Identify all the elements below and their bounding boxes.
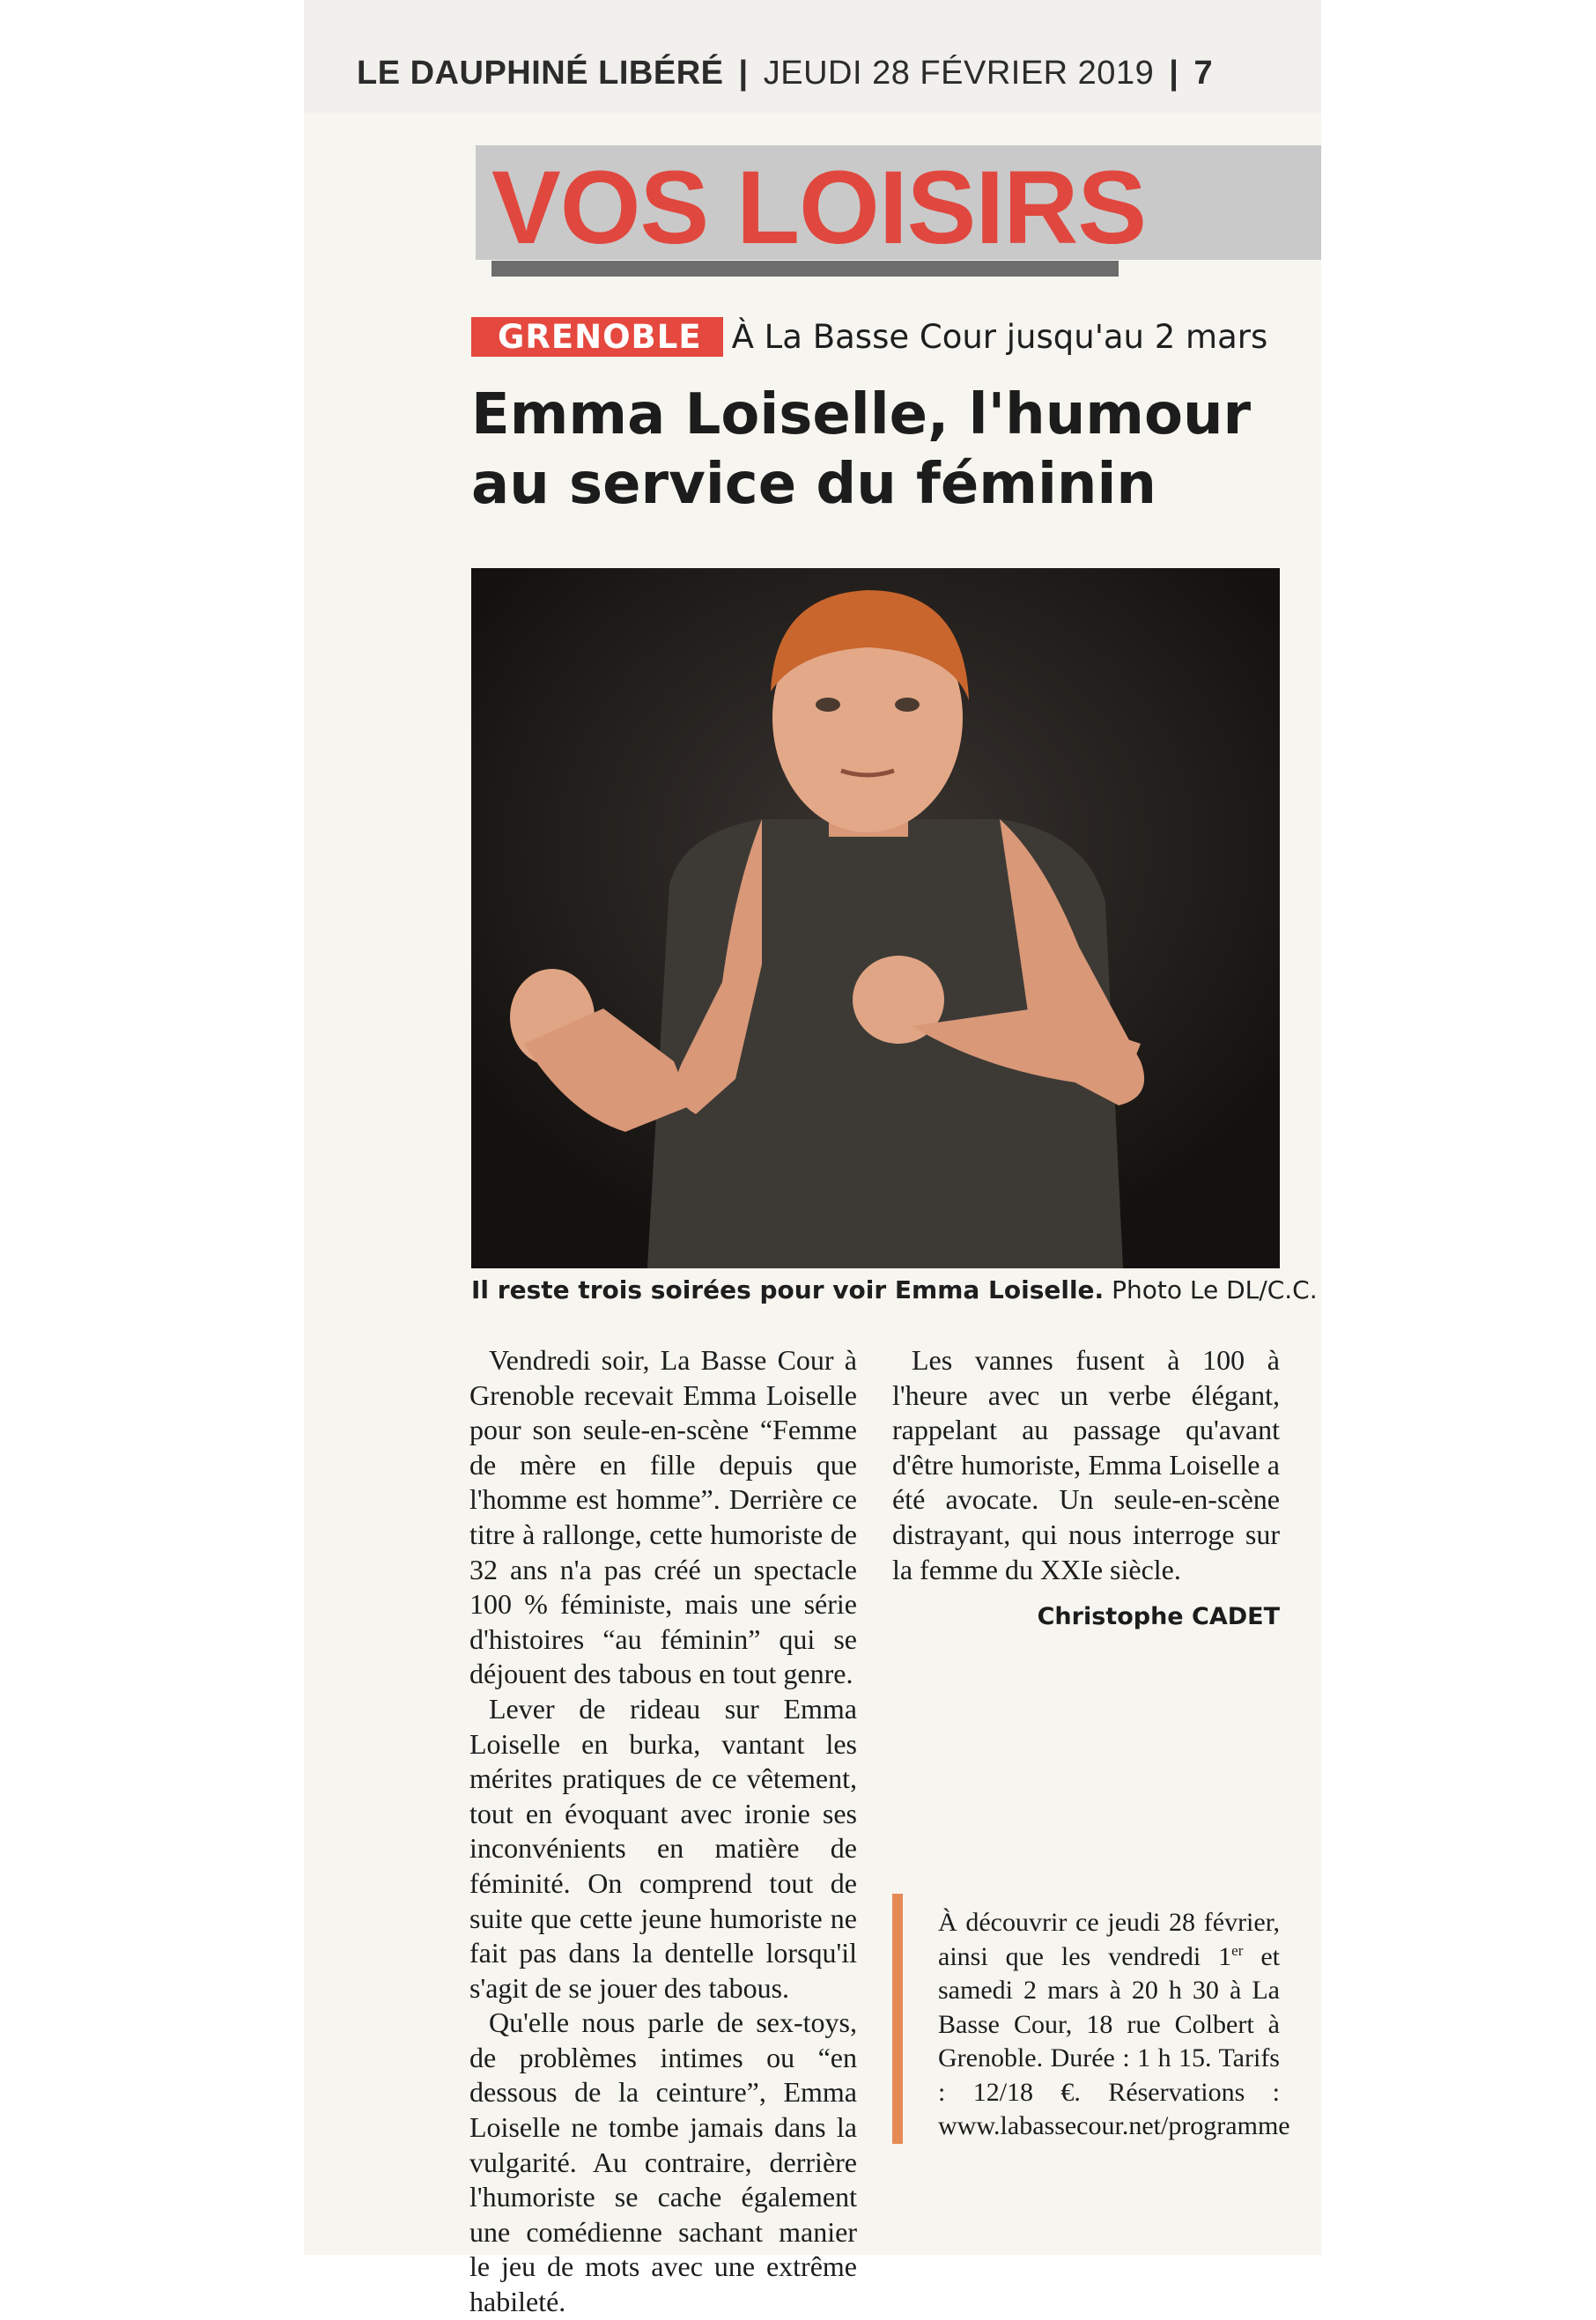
- kicker-text: À La Basse Cour jusqu'au 2 mars: [731, 318, 1268, 356]
- article-column-left: [469, 1343, 857, 2320]
- article-paragraph: Vendredi soir, La Basse Cour à Grenoble recevait Emma Loiselle pour son seule-en-scène “Femme de mère en fille depuis que l'homme est homme”. Derrière ce titre à rallonge, cette humoriste de 32 ans n'a pas créé un spectacle 100 % féministe, mais une série d'histoires “au féminin” qui se déjouent des tabous en tout genre.: [469, 1344, 857, 1690]
- location-tag: GRENOBLE: [471, 317, 723, 357]
- publication-name: LE DAUPHINÉ LIBÉRÉ: [357, 55, 724, 92]
- article-paragraph: Lever de rideau sur Emma Loiselle en burka, vantant les mérites pratiques de ce vêtement, tout en évoquant avec ironie ses inconvénients en matière de féminité. On comprend tout de suite que cette jeune humoriste ne fait pas dans la dentelle lorsqu'il s'agit de se jouer des tabous.: [469, 1692, 857, 2004]
- masthead: [357, 55, 1213, 92]
- info-text-part1: À découvrir ce jeudi 28 février, ainsi que les vendredi 1: [938, 1908, 1280, 1971]
- article-byline: Christophe CADET: [1037, 1603, 1280, 1631]
- performer-illustration: [471, 568, 1280, 1268]
- article-kicker: [471, 317, 1267, 357]
- photo-caption: [471, 1275, 1318, 1304]
- article-photo: [471, 568, 1280, 1268]
- info-superscript: er: [1231, 1941, 1244, 1959]
- photo-credit: Photo Le DL/C.C.: [1112, 1275, 1318, 1304]
- article-column-right: [892, 1343, 1280, 1635]
- article-paragraph: Les vannes fusent à 100 à l'heure avec un verbe élégant, rappelant au passage qu'avant d'être humoriste, Emma Loiselle a été avocate. Un seule-en-scène distrayant, qui nous interroge sur la femme du XXIe siècle.: [892, 1344, 1280, 1585]
- article-paragraph: Qu'elle nous parle de sex-toys, de problèmes intimes ou “en dessous de la ceinture”, Emma Loiselle ne tombe jamais dans la vulgarité. Au contraire, derrière l'humoriste se cache également une comédienne sachant manier le jeu de mots avec une extrême habileté.: [469, 2006, 857, 2318]
- headline-line-2: au service du féminin: [471, 452, 1156, 517]
- article-headline: [471, 381, 1290, 520]
- info-text-part2: et samedi 2 mars à 20 h 30 à La Basse Cour, 18 rue Colbert à Grenoble. Durée : 1 h 15. Tarifs : 12/18 €. Réservations : www.labassecour.net/programme: [938, 1941, 1290, 2140]
- page-number: 7: [1193, 55, 1214, 92]
- practical-info-box: [892, 1894, 1290, 2144]
- caption-text: Il reste trois soirées pour voir Emma Loiselle.: [471, 1275, 1105, 1304]
- section-title: VOS LOISIRS: [491, 150, 1147, 266]
- headline-line-1: Emma Loiselle, l'humour: [471, 382, 1252, 447]
- masthead-separator: |: [738, 55, 749, 92]
- masthead-separator: |: [1169, 55, 1179, 92]
- issue-date: JEUDI 28 FÉVRIER 2019: [763, 55, 1155, 92]
